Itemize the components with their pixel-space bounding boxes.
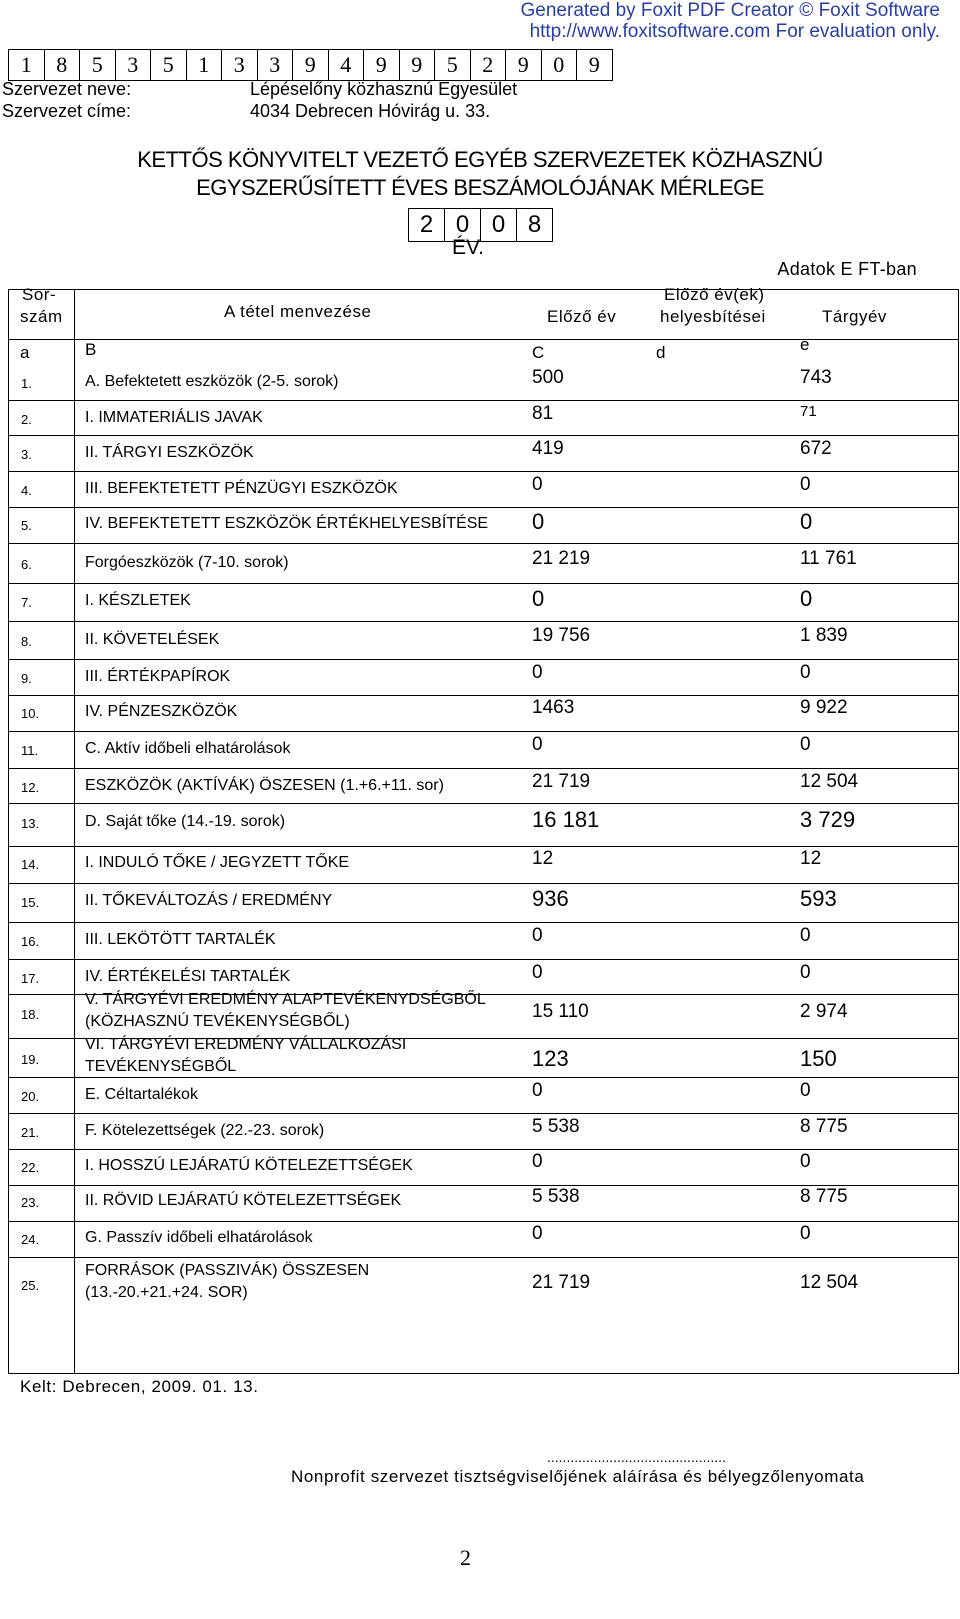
column-letter-b: B (85, 340, 97, 359)
row-name-line-2: TEVÉKENYSÉGBŐL (85, 1058, 237, 1075)
units-label: Adatok E FT-ban (777, 259, 917, 279)
tax-digit-box: 2 (471, 50, 507, 80)
row-number: 3. (21, 447, 32, 462)
prev-year-value: 0 (532, 1223, 543, 1244)
prev-year-value: 123 (532, 1046, 569, 1071)
row-number: 5. (21, 518, 32, 533)
row-name: III. LEKÖTÖTT TARTALÉK (85, 931, 276, 948)
prev-year-value: 936 (532, 886, 569, 911)
prev-year-value: 1463 (532, 697, 575, 718)
row-name: II. TŐKEVÁLTOZÁS / EREDMÉNY (85, 892, 333, 909)
prev-year-value: 15 110 (532, 1001, 589, 1022)
row-name: II. RÖVID LEJÁRATÚ KÖTELEZETTSÉGEK (85, 1192, 402, 1209)
row-name: F. Kötelezettségek (22.-23. sorok) (85, 1122, 325, 1139)
row-divider (9, 846, 958, 847)
row-number: 24. (21, 1232, 40, 1247)
column-letter-e: e (800, 335, 810, 354)
tax-digit-box: 9 (588, 52, 600, 77)
row-divider (9, 583, 958, 584)
row-name-line-2: (13.-20.+21.+24. SOR) (85, 1284, 248, 1301)
tax-number-boxes (8, 49, 613, 81)
current-year-value: 0 (800, 962, 811, 983)
header-tetel: A tétel menvezése (224, 302, 372, 321)
row-name: I. IMMATERIÁLIS JAVAK (85, 409, 263, 426)
prev-year-value: 0 (532, 962, 543, 983)
title-line-1: KETTŐS KÖNYVITELT VEZETŐ EGYÉB SZERVEZETEK KÖZHASZNÚ (137, 147, 823, 172)
prev-year-value: 500 (532, 367, 564, 388)
prev-year-value: 5 538 (532, 1186, 580, 1207)
tax-digit-box: 5 (80, 50, 116, 80)
row-name: I. HOSSZÚ LEJÁRATÚ KÖTELEZETTSÉGEK (85, 1157, 413, 1174)
tax-digit-box: 8 (45, 50, 81, 80)
row-number: 9. (21, 671, 32, 686)
year-digit-box: 0 (445, 209, 481, 241)
row-number: 4. (21, 483, 32, 498)
row-name: G. Passzív időbeli elhatárolások (85, 1229, 313, 1246)
current-year-value: 71 (800, 403, 817, 420)
title-line-2: EGYSZERŰSÍTETT ÉVES BESZÁMOLÓJÁNAK MÉRLEGE (196, 175, 764, 200)
watermark-line-1: Generated by Foxit PDF Creator © Foxit Software (520, 0, 940, 21)
row-divider (9, 1149, 958, 1150)
row-divider (9, 400, 958, 401)
row-divider (9, 543, 958, 544)
row-number: 22. (21, 1160, 40, 1175)
row-name: Forgóeszközök (7-10. sorok) (85, 554, 289, 571)
signature-label: Nonprofit szervezet tisztségviselőjének aláírása és bélyegzőlenyomata (291, 1467, 865, 1486)
prev-year-value: 0 (532, 1151, 543, 1172)
current-year-value: 0 (800, 1080, 811, 1101)
prev-year-value: 0 (532, 474, 543, 495)
tax-digit-box: 9 (506, 50, 542, 80)
org-name-value: Lépéselőny közhasznú Egyesület (250, 79, 518, 99)
row-number: 12. (21, 780, 40, 795)
row-divider (9, 883, 958, 884)
row-number: 15. (21, 895, 40, 910)
tax-digit-box: 5 (151, 50, 187, 80)
row-name: II. KÖVETELÉSEK (85, 631, 220, 648)
row-name: V. TÁRGYÉVI EREDMÉNY ALAPTEVÉKENYDSÉGBŐL (85, 991, 486, 1008)
current-year-value: 2 974 (800, 1001, 848, 1022)
row-divider (9, 435, 958, 436)
prev-year-value: 0 (532, 662, 543, 683)
row-name: I. KÉSZLETEK (85, 592, 191, 609)
header-elozo-ev: Előző év (547, 307, 617, 326)
row-number: 19. (21, 1052, 40, 1067)
header-targyev: Tárgyév (822, 307, 887, 326)
row-divider (9, 1221, 958, 1222)
row-divider (9, 959, 958, 960)
row-name: VI. TÁRGYÉVI EREDMÉNY VÁLLALKOZÁSI (85, 1036, 407, 1053)
row-number: 21. (21, 1125, 40, 1140)
row-divider (9, 768, 958, 769)
row-number: 17. (21, 971, 40, 986)
tax-digit-box: 9 (364, 50, 400, 80)
current-year-value: 0 (800, 1151, 811, 1172)
current-year-value: 0 (800, 662, 811, 683)
row-name-line-2: (KÖZHASZNÚ TEVÉKENYSÉGBŐL) (85, 1013, 350, 1030)
prev-year-value: 0 (532, 586, 545, 611)
row-number: 14. (21, 857, 40, 872)
kelt-date: Kelt: Debrecen, 2009. 01. 13. (20, 1377, 259, 1396)
row-number: 8. (21, 634, 32, 649)
header-helyesbites-line-2: helyesbítései (660, 307, 766, 326)
current-year-value: 0 (800, 586, 813, 611)
header-divider (9, 339, 958, 340)
tax-digit-box: 3 (222, 50, 258, 80)
header-sorszam-line-1: Sor- (22, 285, 57, 304)
row-divider (9, 695, 958, 696)
tax-digit-box: 4 (329, 50, 365, 80)
prev-year-value: 0 (532, 509, 545, 534)
current-year-value: 672 (800, 438, 832, 459)
page-number: 2 (460, 1545, 471, 1570)
row-name: E. Céltartalékok (85, 1086, 198, 1103)
row-name: FORRÁSOK (PASSZIVÁK) ÖSSZESEN (85, 1262, 370, 1279)
prev-year-value: 0 (532, 734, 543, 755)
prev-year-value: 0 (532, 925, 543, 946)
column-letter-d: d (656, 343, 666, 362)
row-name: III. ÉRTÉKPAPÍROK (85, 668, 231, 685)
row-name: ESZKÖZÖK (AKTÍVÁK) ÖSZESEN (1.+6.+11. sor) (85, 777, 444, 794)
header-helyesbites-line-1: Előző év(ek) (664, 285, 765, 304)
row-number: 16. (21, 934, 40, 949)
row-number: 2. (21, 412, 32, 427)
row-divider (9, 1113, 958, 1114)
current-year-value: 8 775 (800, 1116, 848, 1137)
header-sorszam-line-2: szám (20, 307, 63, 326)
org-address-value: 4034 Debrecen Hóvirág u. 33. (250, 101, 491, 121)
current-year-value: 12 504 (800, 1272, 859, 1293)
prev-year-value: 21 219 (532, 548, 591, 569)
prev-year-value: 21 719 (532, 771, 591, 792)
row-divider (9, 803, 958, 804)
prev-year-value: 0 (532, 1080, 543, 1101)
current-year-value: 150 (800, 1046, 837, 1071)
current-year-value: 1 839 (800, 625, 848, 646)
prev-year-value: 5 538 (532, 1116, 580, 1137)
row-number: 10. (21, 706, 40, 721)
row-number: 7. (21, 595, 32, 610)
row-divider (9, 621, 958, 622)
row-number: 6. (21, 557, 32, 572)
row-number: 11. (21, 743, 39, 758)
current-year-value: 593 (800, 886, 837, 911)
column-divider (74, 290, 75, 1373)
tax-digit-box: 1 (9, 50, 45, 80)
row-divider (9, 922, 958, 923)
tax-digit-box: 3 (258, 50, 294, 80)
current-year-value: 0 (800, 1223, 811, 1244)
year-ev-label: ÉV. (452, 236, 484, 259)
row-number: 13. (21, 816, 40, 831)
row-number: 1. (21, 376, 32, 391)
column-letter-c: C (532, 343, 545, 362)
row-divider (9, 1077, 958, 1078)
tax-digit-box: 9 (400, 50, 436, 80)
row-number: 20. (21, 1089, 40, 1104)
current-year-value: 12 (800, 848, 822, 869)
current-year-value: 743 (800, 367, 832, 388)
current-year-value: 3 729 (800, 807, 856, 832)
prev-year-value: 19 756 (532, 625, 591, 646)
row-name: IV. PÉNZESZKÖZÖK (85, 703, 238, 720)
column-letter-a: a (20, 343, 30, 362)
year-digit-box: 8 (527, 211, 542, 238)
row-name: C. Aktív időbeli elhatárolások (85, 740, 291, 757)
row-name: III. BEFEKTETETT PÉNZÜGYI ESZKÖZÖK (85, 480, 398, 497)
signature-dots: .............................................. (547, 1449, 726, 1465)
current-year-value: 11 761 (800, 548, 857, 569)
prev-year-value: 12 (532, 848, 554, 869)
row-divider (9, 507, 958, 508)
row-name: D. Saját tőke (14.-19. sorok) (85, 813, 286, 830)
tax-digit-box: 3 (116, 50, 152, 80)
row-number: 23. (21, 1195, 40, 1210)
row-name: IV. BEFEKTETETT ESZKÖZÖK ÉRTÉKHELYESBÍTÉSE (85, 515, 489, 532)
row-number: 18. (21, 1007, 40, 1022)
tax-digit-box: 5 (435, 50, 471, 80)
row-name: I. INDULÓ TŐKE / JEGYZETT TŐKE (85, 854, 350, 871)
current-year-value: 8 775 (800, 1186, 848, 1207)
current-year-value: 9 922 (800, 697, 848, 718)
prev-year-value: 16 181 (532, 807, 600, 832)
row-name: II. TÁRGYI ESZKÖZÖK (85, 444, 254, 461)
prev-year-value: 81 (532, 403, 554, 424)
org-address-label: Szervezet címe: (2, 101, 132, 121)
row-divider (9, 1257, 958, 1258)
tax-digit-box: 0 (542, 50, 578, 80)
row-number: 25. (21, 1278, 40, 1293)
row-divider (9, 659, 958, 660)
tax-digit-box: 1 (187, 50, 223, 80)
tax-digit-box: 9 (293, 50, 329, 80)
current-year-value: 0 (800, 925, 811, 946)
org-name-label: Szervezet neve: (2, 79, 132, 99)
row-divider (9, 471, 958, 472)
row-divider (9, 731, 958, 732)
prev-year-value: 21 719 (532, 1272, 591, 1293)
watermark-line-2: http://www.foxitsoftware.com For evaluation only. (529, 21, 940, 42)
prev-year-value: 419 (532, 438, 564, 459)
row-name: A. Befektetett eszközök (2-5. sorok) (85, 373, 339, 390)
current-year-value: 0 (800, 509, 813, 534)
year-digit-box: 0 (481, 209, 517, 241)
current-year-value: 0 (800, 734, 811, 755)
row-name: IV. ÉRTÉKELÉSI TARTALÉK (85, 968, 291, 985)
current-year-value: 12 504 (800, 771, 859, 792)
current-year-value: 0 (800, 474, 811, 495)
year-digit-box: 2 (409, 209, 445, 241)
